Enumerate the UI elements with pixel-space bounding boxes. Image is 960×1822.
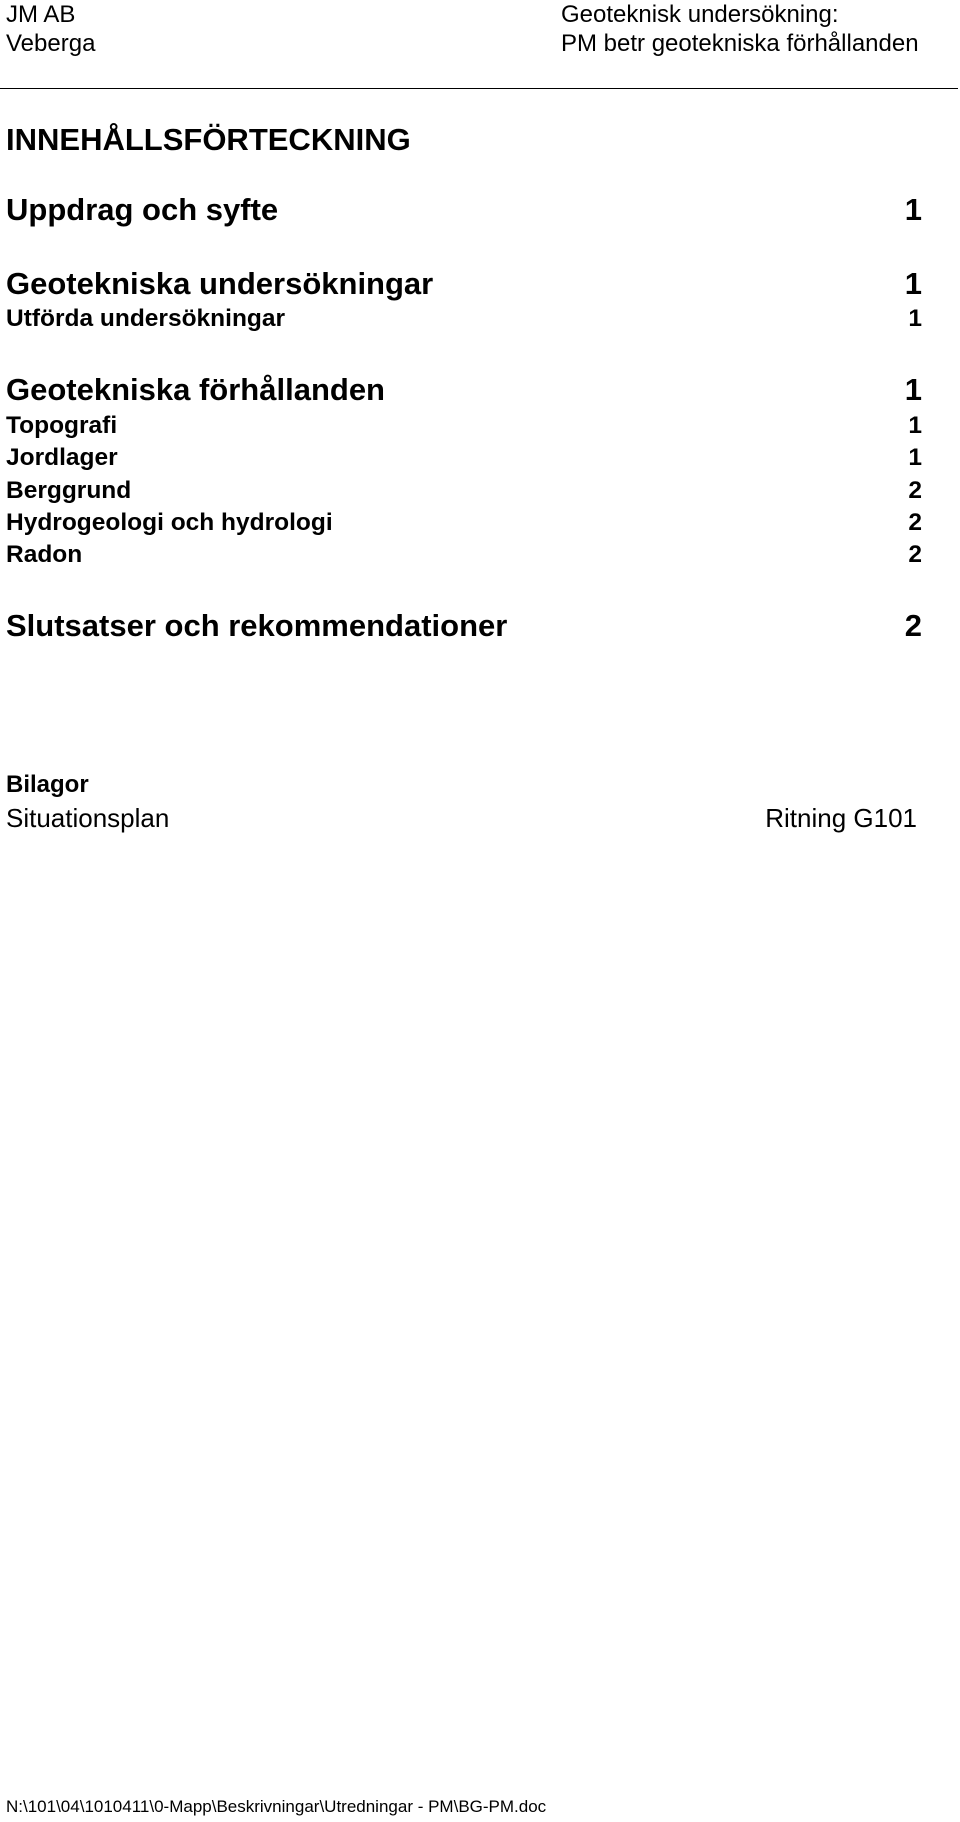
toc-entry-label: Geotekniska undersökningar bbox=[6, 266, 434, 301]
appendix-item bbox=[6, 802, 917, 834]
toc-entry-label: Topografi bbox=[6, 412, 118, 439]
toc-entry-label: Slutsatser och rekommendationer bbox=[6, 608, 508, 643]
toc-entry-label: Geotekniska förhållanden bbox=[6, 372, 385, 407]
toc-entry-page: 2 bbox=[908, 541, 922, 568]
header-right bbox=[561, 0, 919, 58]
toc-entry-label: Hydrogeologi och hydrologi bbox=[6, 509, 333, 536]
toc-entry-page: 2 bbox=[908, 477, 922, 504]
header-left bbox=[6, 0, 95, 58]
toc-entry-page: 1 bbox=[904, 266, 922, 301]
toc-entry-page: 1 bbox=[908, 305, 922, 332]
toc-entry-page: 1 bbox=[908, 444, 922, 471]
toc-entry-page: 1 bbox=[904, 192, 922, 227]
company-name: JM AB bbox=[6, 1, 76, 28]
toc-entry bbox=[6, 372, 922, 408]
toc-entry-page: 1 bbox=[908, 412, 922, 439]
toc-subentry bbox=[6, 304, 922, 334]
toc-entry-label: Utförda undersökningar bbox=[6, 305, 286, 332]
toc-subentry bbox=[6, 443, 922, 473]
toc-entry-label: Jordlager bbox=[6, 444, 118, 471]
toc-title: INNEHÅLLSFÖRTECKNING bbox=[6, 122, 411, 157]
toc-entry-page: 2 bbox=[908, 509, 922, 536]
appendices-heading: Bilagor bbox=[6, 771, 89, 798]
toc-entry bbox=[6, 192, 922, 228]
toc-entry bbox=[6, 608, 922, 644]
toc-entry bbox=[6, 266, 922, 302]
toc-subentry bbox=[6, 476, 922, 506]
toc-entry-label: Berggrund bbox=[6, 477, 132, 504]
toc-subentry bbox=[6, 411, 922, 441]
appendix-reference: Ritning G101 bbox=[765, 803, 917, 833]
project-name: Veberga bbox=[6, 30, 96, 57]
toc-entry-label: Radon bbox=[6, 541, 83, 568]
toc-subentry bbox=[6, 540, 922, 570]
document-type: Geoteknisk undersökning: bbox=[561, 1, 839, 28]
header-divider bbox=[0, 88, 958, 89]
footer-file-path: N:\101\04\1010411\0-Mapp\Beskrivningar\Utredningar - PM\BG-PM.doc bbox=[6, 1797, 547, 1816]
appendix-label: Situationsplan bbox=[6, 803, 170, 833]
toc-subentry bbox=[6, 508, 922, 538]
toc-entry-page: 2 bbox=[904, 608, 922, 643]
document-title: PM betr geotekniska förhållanden bbox=[561, 30, 919, 57]
toc-entry-label: Uppdrag och syfte bbox=[6, 192, 279, 227]
toc-entry-page: 1 bbox=[904, 372, 922, 407]
